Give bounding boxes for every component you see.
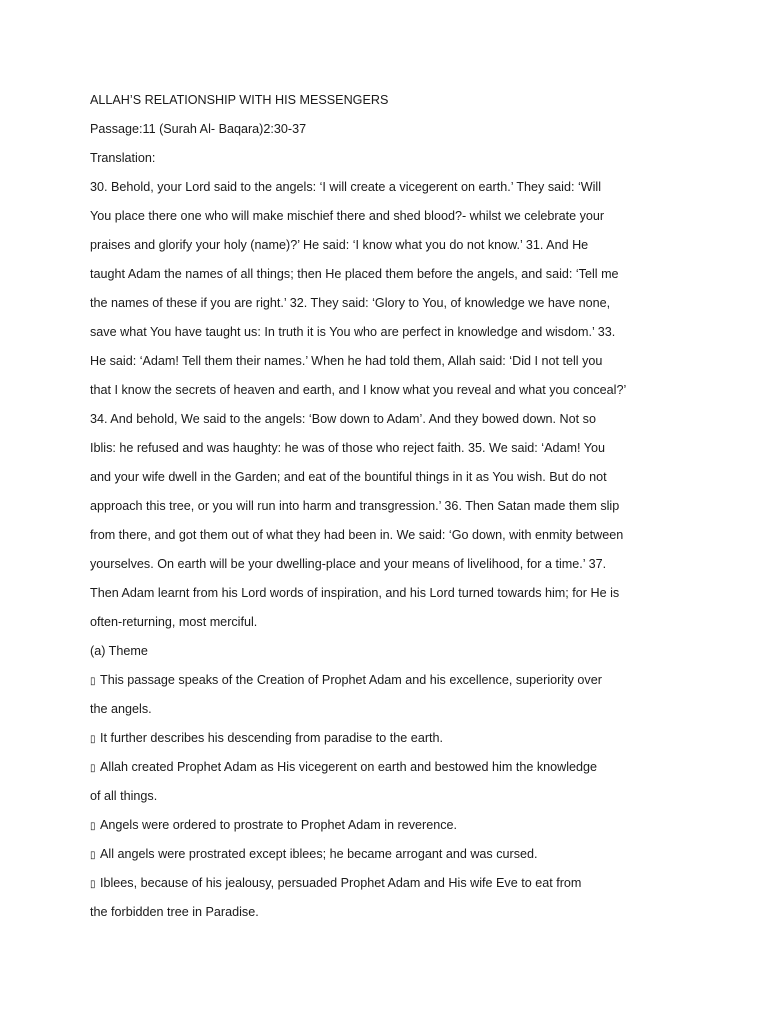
translation-line: yourselves. On earth will be your dwelling-place and your means of livelihood, for a time.’ 37. [90,557,607,571]
bullet-icon: ▯ [90,763,96,774]
theme-heading: (a) Theme [90,644,148,658]
bullet-icon: ▯ [90,879,96,890]
theme-line [90,811,650,840]
theme-text: Angels were ordered to prostrate to Prophet Adam in reverence. [100,818,458,832]
translation-line: often-returning, most merciful. [90,615,258,629]
theme-text: All angels were prostrated except iblees; he became arrogant and was cursed. [100,847,538,861]
theme-list [90,666,650,927]
translation-line: He said: ‘Adam! Tell them their names.’ When he had told them, Allah said: ‘Did I not tell you [90,354,603,368]
theme-text: of all things. [90,789,158,803]
passage-reference: Passage:11 (Surah Al- Baqara)2:30-37 [90,122,307,136]
theme-line [90,840,650,869]
translation-line: the names of these if you are right.’ 32. They said: ‘Glory to You, of knowledge we have none, [90,296,611,310]
translation-line: Iblis: he refused and was haughty: he was of those who reject faith. 35. We said: ‘Adam! You [90,441,606,455]
translation-line: from there, and got them out of what they had been in. We said: ‘Go down, with enmity between [90,528,624,542]
theme-line [90,666,650,695]
theme-text: the forbidden tree in Paradise. [90,905,259,919]
theme-line [90,782,650,811]
translation-line: 30. Behold, your Lord said to the angels: ‘I will create a vicegerent on earth.’ They said: ‘Will [90,180,602,194]
theme-line [90,724,650,753]
translation-line: save what You have taught us: In truth it is You who are perfect in knowledge and wisdom.’ 33. [90,325,616,339]
translation-heading: Translation: [90,151,156,165]
bullet-icon: ▯ [90,821,96,832]
translation-body [90,173,650,637]
theme-text: the angels. [90,702,152,716]
bullet-icon: ▯ [90,734,96,745]
theme-line [90,898,650,927]
document-title: ALLAH’S RELATIONSHIP WITH HIS MESSENGERS [90,93,389,107]
translation-line: You place there one who will make mischief there and shed blood?- whilst we celebrate your [90,209,605,223]
theme-text: Allah created Prophet Adam as His vicegerent on earth and bestowed him the knowledge [100,760,598,774]
bullet-icon: ▯ [90,850,96,861]
translation-line: and your wife dwell in the Garden; and eat of the bountiful things in it as You wish. But do not [90,470,607,484]
theme-text: Iblees, because of his jealousy, persuaded Prophet Adam and His wife Eve to eat from [100,876,582,890]
document-page [90,86,650,927]
translation-line: 34. And behold, We said to the angels: ‘Bow down to Adam’. And they bowed down. Not so [90,412,596,426]
translation-line: approach this tree, or you will run into harm and transgression.’ 36. Then Satan made them slip [90,499,620,513]
theme-line [90,869,650,898]
translation-line: taught Adam the names of all things; then He placed them before the angels, and said: ‘Tell me [90,267,619,281]
theme-text: This passage speaks of the Creation of Prophet Adam and his excellence, superiority over [100,673,602,687]
theme-line [90,753,650,782]
translation-line: praises and glorify your holy (name)?’ He said: ‘I know what you do not know.’ 31. And He [90,238,589,252]
theme-line [90,695,650,724]
translation-line: Then Adam learnt from his Lord words of inspiration, and his Lord turned towards him; for He is [90,586,620,600]
theme-text: It further describes his descending from paradise to the earth. [100,731,444,745]
bullet-icon: ▯ [90,676,96,687]
translation-line: that I know the secrets of heaven and earth, and I know what you reveal and what you conceal?’ [90,383,627,397]
